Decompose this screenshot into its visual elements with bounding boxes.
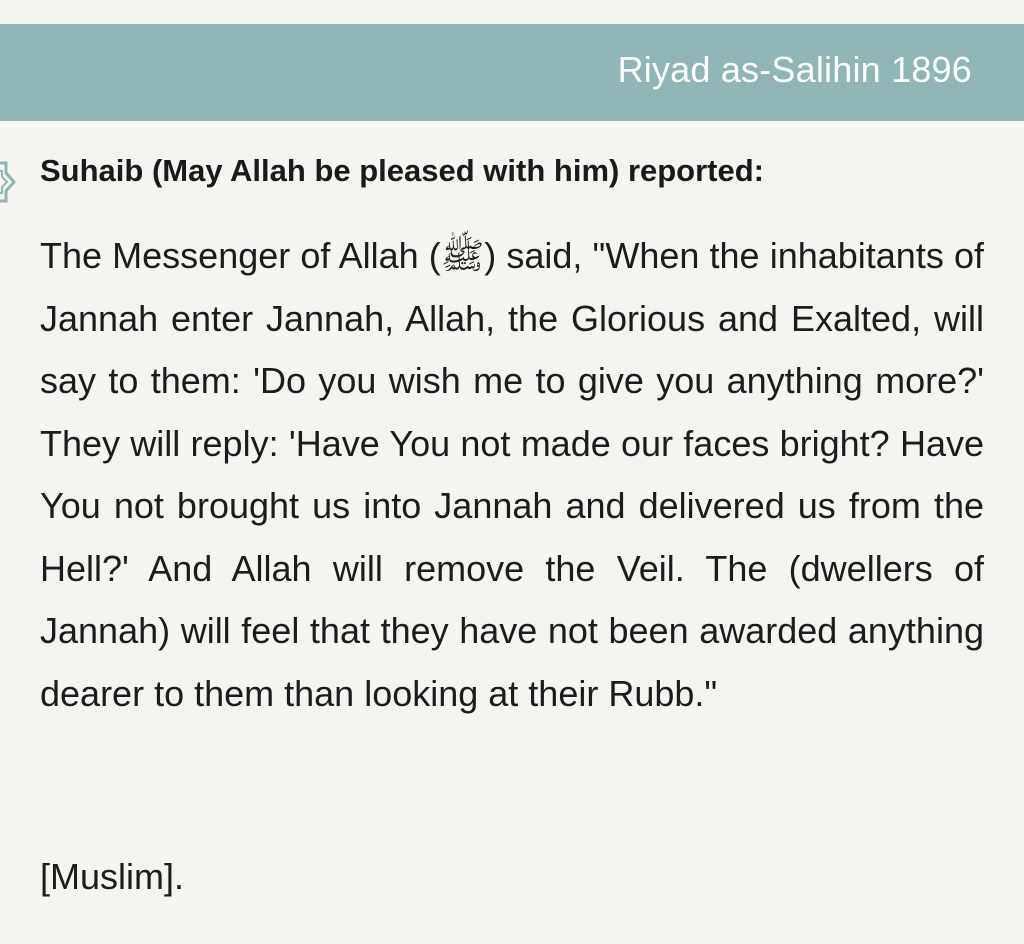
ornament-arrow-icon [0, 157, 22, 207]
hadith-text: The Messenger of Allah (ﷺ) said, "When the inhabitants of Jannah enter Jannah, Allah, the Glorious and Exalted, will say to them: 'Do you wish me to give you anything more?' They will reply: 'Have You not made our faces bright? Have You not brought us into Jannah and delivered us from the Hell?' And Allah will remove the Veil. The (dwellers of Jannah) will feel that they have not been awarded anything dearer to them than looking at their Rubb." [40, 235, 984, 714]
source-reference: [Muslim]. [40, 856, 184, 897]
page-title: Riyad as-Salihin 1896 [617, 49, 972, 90]
hadith-card [0, 121, 1024, 944]
header-bar [0, 24, 1024, 121]
top-strip [0, 0, 1024, 24]
narrator-line: Suhaib (May Allah be pleased with him) reported: [40, 153, 765, 188]
